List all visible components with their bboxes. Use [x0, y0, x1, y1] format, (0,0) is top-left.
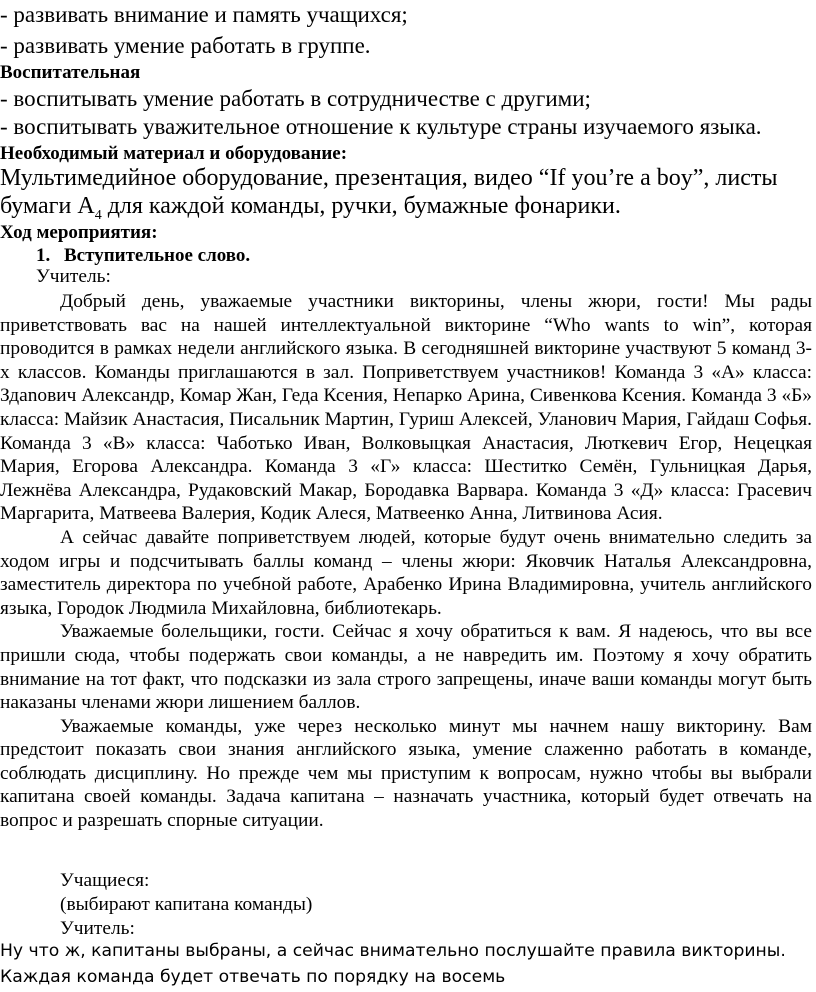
- heading-procedure: Ход мероприятия:: [0, 222, 158, 243]
- rules-sentence: Каждая команда будет отвечать по порядку на восемь: [0, 967, 506, 987]
- paragraph-welcome: Добрый день, уважаемые участники викторины, члены жюри, гости! Мы рады приветствовать вас на нашей интеллектуальной викторине “Who wants to win”, которая проводится в рамках недели английского языка. В сегодняшней викторине участвуют 5 команд 3-х классов. Команды приглашаются в зал. Поприветствуем участников! Команда 3 «А» класса: Здanoвич Александр, Комар Жан, Геда Ксения, Непарко Арина, Сивенкова Ксения. Команда 3 «Б» класса: Майзик Анастасия, Писальник Мартин, Гуриш Алексей, Уланович Мария, Гайдаш Софья. Команда 3 «В» класса: Чаботько Иван, Волковыцкая Анастасия, Люткевич Егор, Нецецкая Мария, Егорова Александра. Команда 3 «Г» класса: Шеститко Семён, Гульницкая Дарья, Лежнёва Александра, Рудаковский Макар, Бородавка Варвара. Команда 3 «Д» класса: Грасевич Маргарита, Матвеева Валерия, Кодик Алеся, Матвеенко Анна, Литвинова Асия.: [0, 291, 812, 525]
- objective-cooperation: - воспитывать умение работать в сотрудничестве с другими;: [0, 86, 591, 111]
- objective-group-work: - развивать умение работать в группе.: [0, 33, 371, 58]
- heading-materials: Необходимый материал и оборудование:: [0, 143, 348, 164]
- objective-attention: - развивать внимание и память учащихся;: [0, 2, 408, 27]
- paragraph-fans: Уважаемые болельщики, гости. Сейчас я хочу обратиться к вам. Я надеюсь, что вы все пришли сюда, чтобы подержать свои команды, а не навредить им. Поэтому я хочу обратить внимание на тот факт, что подсказки из зала строго запрещены, иначе ваши команды могут быть наказаны членами жюри лишением баллов.: [0, 621, 812, 714]
- speaker-students: Учащиеся:: [60, 870, 150, 891]
- step-number: 1.: [36, 245, 51, 266]
- heading-educational: Воспитательная: [0, 62, 141, 83]
- rules-intro: Ну что ж, капитаны выбраны, а сейчас внимательно послушайте правила викторины.: [0, 941, 786, 961]
- students-action: (выбирают капитана команды): [60, 894, 313, 915]
- equipment-line-1: Мультимедийное оборудование, презентация, видео “If you’re a boy”, листы: [0, 165, 778, 191]
- objective-respect-culture: - воспитывать уважительное отношение к культуре страны изучаемого языка.: [0, 114, 762, 139]
- equipment-line-2: бумаги $А_4$ для каждой команды, ручки, бумажные фонарики.: [0, 193, 621, 223]
- speaker-teacher-2: Учитель:: [60, 918, 135, 939]
- paragraph-jury: А сейчас давайте поприветствуем людей, которые будут очень внимательно следить за ходом игры и подсчитывать баллы команд – члены жюри: Яковчик Наталья Александровна, заместитель директора по учебной работе, Арабенко Ирина Владимировна, учитель английского языка, Городок Людмила Михайловна, библиотекарь.: [0, 526, 812, 619]
- step-title: Вступительное слово.: [64, 245, 251, 266]
- speaker-teacher: Учитель:: [36, 266, 111, 287]
- speech-body: [0, 290, 812, 833]
- paragraph-teams: Уважаемые команды, уже через несколько минут мы начнем нашу викторину. Вам предстоит показать свои знания английского языка, умение слаженно работать в команде, соблюдать дисциплину. Но прежде чем мы приступим к вопросам, нужно чтобы вы выбрали капитана своей команды. Задача капитана – назначать участника, который будет отвечать на вопрос и разрешать спорные ситуации.: [0, 715, 812, 832]
